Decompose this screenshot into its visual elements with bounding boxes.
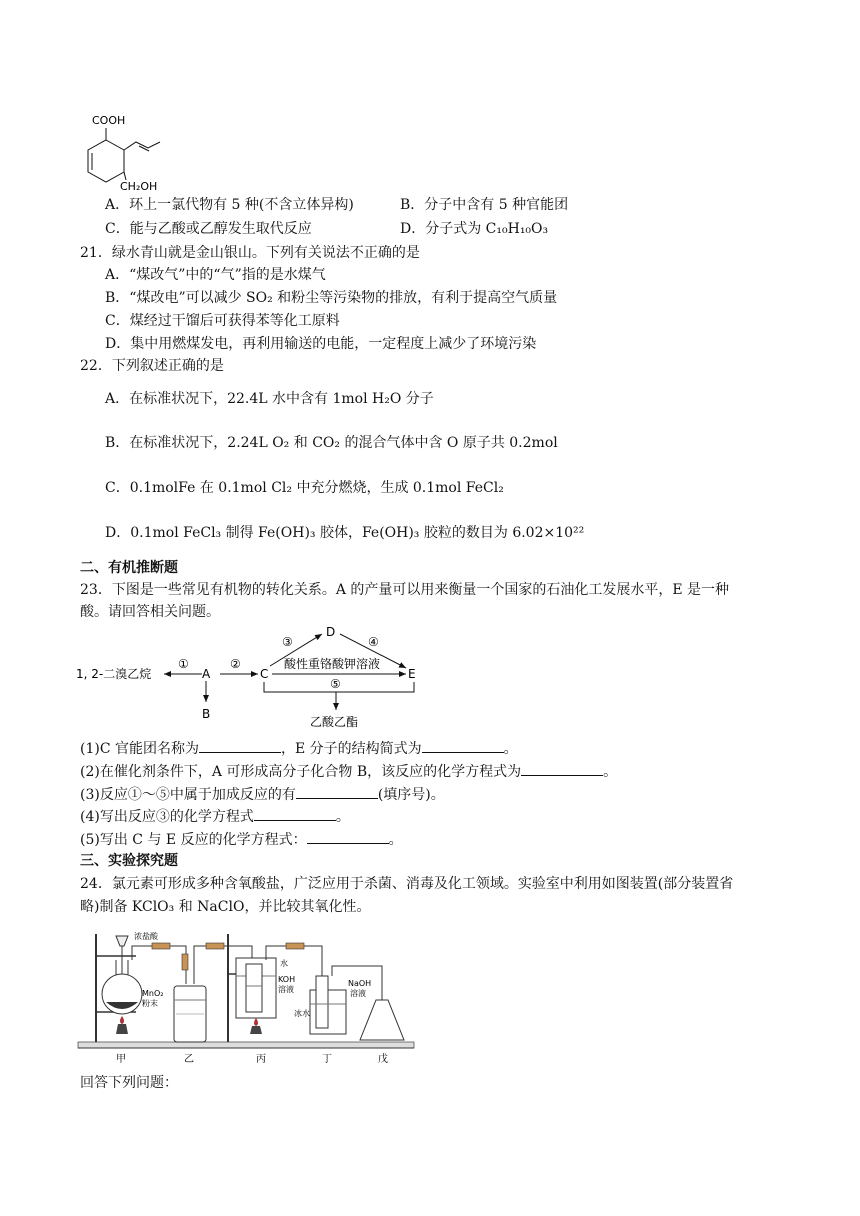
- q21-option-c: C．煤经过干馏后可获得苯等化工原料: [105, 313, 340, 329]
- reaction-4-label: ④: [368, 635, 379, 649]
- reaction-5-label: ⑤: [330, 677, 341, 691]
- q20-option-a: A．环上一氯代物有 5 种(不含立体异构): [105, 197, 354, 213]
- reaction-3-label: ③: [282, 635, 293, 649]
- answer-blank[interactable]: [296, 784, 378, 799]
- ch2oh-label: CH₂OH: [120, 180, 158, 193]
- ice-water-label: 冰水: [294, 1009, 310, 1018]
- naoh-label: NaOH: [348, 979, 372, 988]
- apparatus-diagram: [76, 924, 420, 1066]
- answer-blank[interactable]: [254, 806, 336, 821]
- answer-blank[interactable]: [422, 738, 504, 753]
- powder-label: 粉末: [142, 999, 158, 1008]
- q24-stem-line1: 24．氯元素可形成多种含氧酸盐，广泛应用于杀菌、消毒及化工领域。实验室中利用如图装置(部分装置省: [80, 876, 734, 892]
- q21-stem: 21．绿水青山就是金山银山。下列有关说法不正确的是: [80, 245, 420, 261]
- q23-stem-line2: 酸。请回答相关问题。: [80, 604, 220, 620]
- q22-option-c: C．0.1molFe 在 0.1mol Cl₂ 中充分燃烧，生成 0.1mol FeCl₂: [105, 480, 504, 496]
- q22-option-a: A．在标准状况下，22.4L 水中含有 1mol H₂O 分子: [105, 391, 434, 407]
- answer-blank[interactable]: [521, 761, 603, 776]
- label-wu: 戊: [378, 1054, 388, 1065]
- reaction-scheme: [74, 624, 434, 732]
- conc-hcl-label: 浓盐酸: [134, 932, 158, 941]
- compound-a-label: A: [202, 667, 211, 681]
- q22-option-d: D．0.1mol FeCl₃ 制得 Fe(OH)₃ 胶体，Fe(OH)₃ 胶粒的数目为 6.02×10²²: [105, 525, 585, 541]
- q22-stem: 22．下列叙述正确的是: [80, 358, 224, 374]
- section-heading-2: 二、有机推断题: [80, 560, 178, 576]
- reagent-label: 酸性重铬酸钾溶液: [284, 657, 381, 671]
- mno2-label: MnO₂: [142, 989, 164, 998]
- q21-option-a: A．“煤改气”中的“气”指的是水煤气: [105, 267, 326, 283]
- koh-label: KOH: [278, 975, 296, 984]
- q23-part4: (4)写出反应③的化学方程式 。: [80, 806, 350, 827]
- q21-option-b: B．“煤改电”可以减少 SO₂ 和粉尘等污染物的排放，有利于提高空气质量: [105, 290, 558, 306]
- cooh-label: COOH: [92, 114, 126, 127]
- answer-blank[interactable]: [199, 738, 281, 753]
- label-ding: 丁: [322, 1054, 332, 1065]
- q21-option-d: D．集中用燃煤发电，再利用输送的电能，一定程度上减少了环境污染: [105, 336, 537, 352]
- q23-part5: (5)写出 C 与 E 反应的化学方程式： 。: [80, 829, 403, 850]
- q22-option-b: B．在标准状况下，2.24L O₂ 和 CO₂ 的混合气体中含 O 原子共 0.2mol: [105, 435, 558, 451]
- q20-option-c: C．能与乙酸或乙醇发生取代反应: [105, 221, 312, 237]
- compound-c-label: C: [260, 667, 269, 681]
- q24-stem-line2: 略)制备 KClO₃ 和 NaClO，并比较其氧化性。: [80, 899, 371, 915]
- koh-solution-label: 溶液: [278, 985, 294, 994]
- compound-e-label: E: [408, 667, 416, 681]
- q23-stem-line1: 23．下图是一些常见有机物的转化关系。A 的产量可以用来衡量一个国家的石油化工发展水平，E 是一种: [80, 582, 730, 598]
- water-label: 水: [280, 959, 288, 968]
- label-jia: 甲: [116, 1054, 126, 1065]
- compound-d-label: D: [326, 625, 336, 639]
- q23-part3: (3)反应①～⑤中属于加成反应的有 (填序号)。: [80, 784, 445, 805]
- reaction-2-label: ②: [230, 657, 241, 671]
- dibromoethane-label: 1, 2-二溴乙烷: [76, 667, 152, 681]
- ethyl-acetate-label: 乙酸乙酯: [310, 715, 359, 729]
- label-yi: 乙: [184, 1054, 194, 1065]
- reaction-1-label: ①: [178, 657, 189, 671]
- naoh-solution-label: 溶液: [350, 989, 366, 998]
- section-heading-3: 三、实验探究题: [80, 853, 178, 869]
- q23-part2: (2)在催化剂条件下，A 可形成高分子化合物 B，该反应的化学方程式为 。: [80, 761, 617, 782]
- molecule-structure: [70, 108, 210, 194]
- q24-answer-prompt: 回答下列问题：: [80, 1075, 178, 1091]
- q23-part1: (1)C 官能团名称为 ，E 分子的结构简式为 。: [80, 738, 518, 759]
- label-bing: 丙: [256, 1054, 266, 1065]
- answer-blank[interactable]: [307, 829, 389, 844]
- q20-option-d: D．分子式为 C₁₀H₁₀O₃: [400, 221, 549, 237]
- compound-b-label: B: [202, 707, 211, 721]
- q20-option-b: B．分子中含有 5 种官能团: [400, 197, 569, 213]
